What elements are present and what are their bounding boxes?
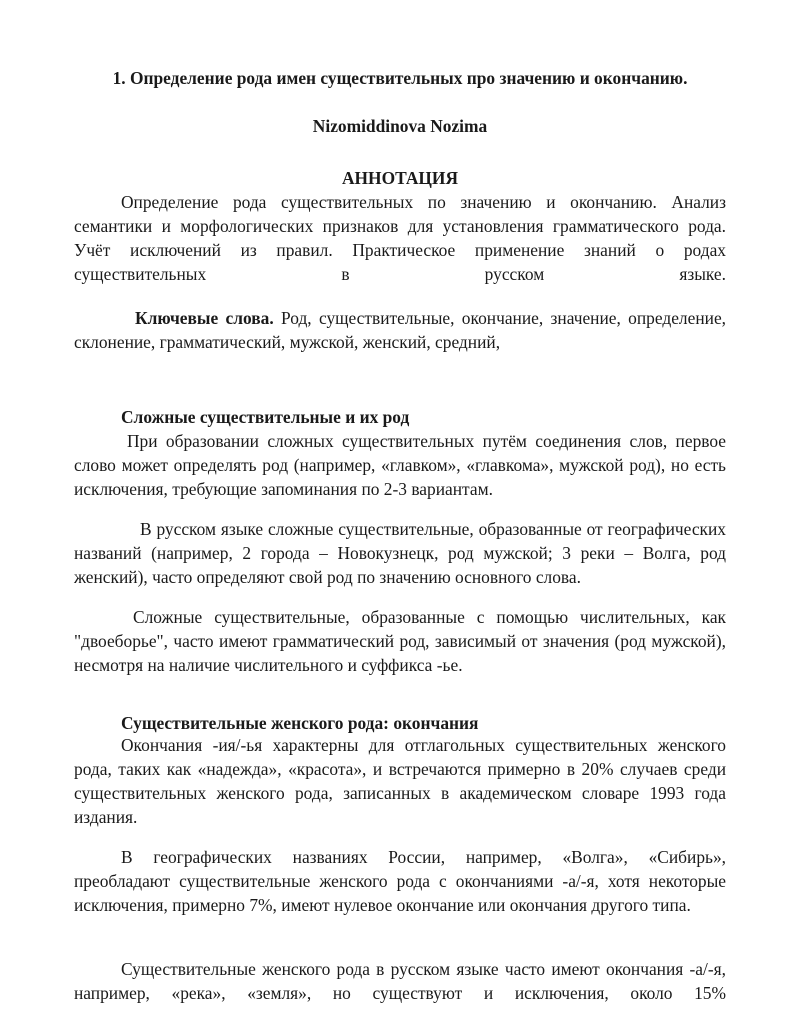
section-paragraph: При образовании сложных существительных путём соединения слов, первое слово может определять род (например, «главком», «главкома», мужской род), но есть исключения, требующие запоминания по 2-3 вариантам. <box>74 431 726 499</box>
keywords-paragraph <box>74 306 726 354</box>
section-paragraph: Существительные женского рода в русском языке часто имеют окончания -а/-я, например, «река», «земля», но существуют и исключения, около 15% <box>74 959 726 1003</box>
keywords-text: Род, существительные, окончание, значение, определение, склонение, грамматический, мужской, женский, средний, <box>74 308 727 352</box>
section-heading: Существительные женского рода: окончания <box>121 713 479 733</box>
section-paragraph: В географических названиях России, например, «Волга», «Сибирь», преобладают существительные женского рода с окончаниями -а/-я, хотя некоторые исключения, примерно 7%, имеют нулевое окончание или окончания другого типа. <box>74 847 726 915</box>
section-paragraph: Сложные существительные, образованные с помощью числительных, как "двоеборье", часто имеют грамматический род, зависимый от значения (род мужской), несмотря на наличие числительного и суффикса -ье. <box>74 607 726 675</box>
section-heading: Сложные существительные и их род <box>121 407 410 427</box>
annotation-paragraph: Определение рода существительных по значению и окончанию. Анализ семантики и морфологических признаков для установления грамматического рода. Учёт исключений из правил. Практическое применение знаний о родах существительных в русском языке. <box>74 192 726 284</box>
section-paragraph: Окончания -ия/-ья характерны для отглагольных существительных женского рода, таких как «надежда», «красота», и встречаются примерно в 20% случаев среди существительных женского рода, записанных в академическом словаре 1993 года издания. <box>74 735 726 827</box>
annotation-heading: АННОТАЦИЯ <box>341 168 459 188</box>
section-paragraph: В русском языке сложные существительные, образованные от географических названий (например, 2 города – Новокузнецк, род мужской; 3 реки – Волга, род женский), часто определяют свой род по значению основного слова. <box>74 519 726 587</box>
keywords-label: Ключевые слова. <box>135 308 274 328</box>
author-name: Nizomiddinova Nozima <box>312 116 488 136</box>
document-title: 1. Определение рода имен существительных про значению и окончанию. <box>112 68 688 88</box>
